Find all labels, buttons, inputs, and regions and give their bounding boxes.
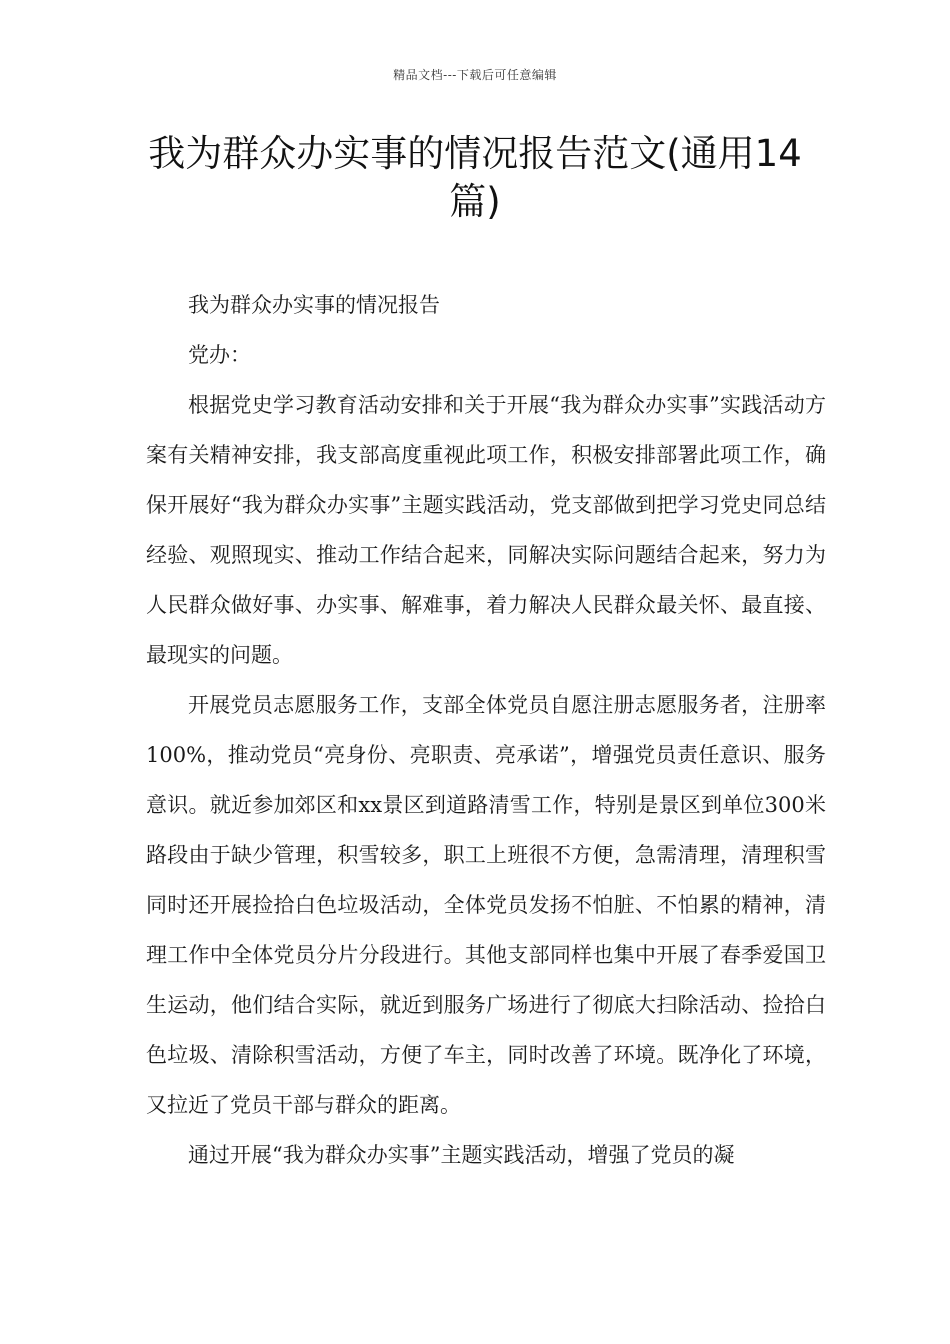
salutation-paragraph: 党办： — [188, 343, 251, 367]
document-body — [146, 280, 826, 1180]
report-heading-paragraph: 我为群众办实事的情况报告 — [188, 293, 440, 317]
body-paragraph-3: 通过开展“我为群众办实事”主题实践活动，增强了党员的凝 — [188, 1143, 735, 1167]
body-paragraph-2: 开展党员志愿服务工作，支部全体党员自愿注册志愿服务者，注册率100%，推动党员“亮身份、亮职责、亮承诺”，增强党员责任意识、服务意识。就近参加郊区和xx景区到道路清雪工作，特别是景区到单位300米路段由于缺少管理，积雪较多，职工上班很不方便，急需清理，清理积雪同时还开展捡拾白色垃圾活动，全体党员发扬不怕脏、不怕累的精神，清理工作中全体党员分片分段进行。其他支部同样也集中开展了春季爱国卫生运动，他们结合实际，就近到服务广场进行了彻底大扫除活动、捡拾白色垃圾、清除积雪活动，方便了车主，同时改善了环境。既净化了环境，又拉近了党员干部与群众的距离。 — [146, 693, 826, 1117]
header-note: 精品文档---下载后可任意编辑 — [393, 68, 557, 82]
body-paragraph-1: 根据党史学习教育活动安排和关于开展“我为群众办实事”实践活动方案有关精神安排，我支部高度重视此项工作，积极安排部署此项工作，确保开展好“我为群众办实事”主题实践活动，党支部做到把学习党史同总结经验、观照现实、推动工作结合起来，同解决实际问题结合起来，努力为人民群众做好事、办实事、解难事，着力解决人民群众最关怀、最直接、最现实的问题。 — [146, 393, 826, 667]
document-title: 我为群众办实事的情况报告范文(通用14篇) — [148, 132, 802, 223]
